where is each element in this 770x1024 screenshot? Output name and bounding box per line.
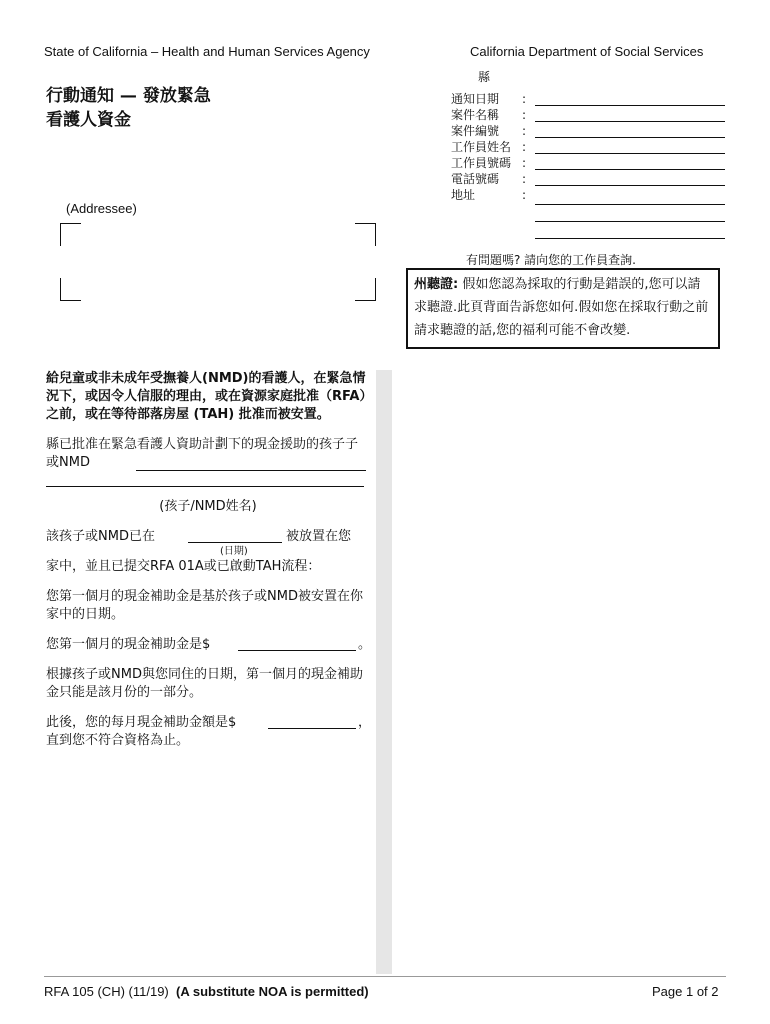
child-name-block	[46, 472, 370, 498]
rfa-paragraph: 家中，並且已提交RFA 01A或已啟動TAH流程：	[46, 559, 321, 574]
state-hearing-label: 州聽證:	[414, 277, 459, 292]
monthly-amount-line[interactable]	[268, 728, 356, 729]
department-header: California Department of Social Services	[470, 44, 704, 59]
monthly-amount-row: 此後，您的每月現金補助金額是$ ，	[46, 715, 372, 730]
substitute-note: (A substitute NOA is permitted)	[176, 984, 369, 999]
address-line-3[interactable]	[535, 238, 725, 239]
field-case-name: 案件名稱 :	[451, 107, 731, 123]
state-hearing-text: 假如您認為採取的行動是錯誤的,您可以請求聽證.此頁背面告訴您如何.假如您在採取行動之前請求聽證的話,您的福利可能不會改變.	[414, 277, 709, 338]
form-number: RFA 105 (CH) (11/19) (A substitute NOA is permitted)	[44, 984, 369, 999]
first-month-basis: 您第一個月的現金補助金是基於孩子或NMD被安置在你家中的日期。	[46, 589, 363, 622]
placement-date-line[interactable]	[188, 542, 282, 543]
question-text: 有問題嗎? 請向您的工作員查詢.	[466, 253, 636, 267]
county-label: 縣	[478, 70, 491, 84]
grey-divider-bar	[376, 370, 392, 974]
field-case-number: 案件編號 :	[451, 123, 731, 139]
eligibility-heading: 給兒童或非未成年受撫養人(NMD)的看護人，在緊急情況下，或因令人信服的理由，或在資源家庭批准（RFA）之前，或在等待部落房屋 (TAH) 批准而被安置。	[46, 371, 366, 422]
addressee-corner-tr	[355, 223, 376, 246]
addressee-label: (Addressee)	[66, 201, 137, 216]
first-month-amount-row: 您第一個月的現金補助金是$ 。	[46, 637, 372, 652]
approval-paragraph: 縣已批准在緊急看護人資助計劃下的現金援助的孩子子或NMD	[46, 436, 370, 472]
state-hearing-box	[406, 268, 720, 349]
field-phone: 電話號碼 :	[451, 171, 731, 187]
address-line-2[interactable]	[535, 221, 725, 222]
case-number-line[interactable]	[535, 137, 725, 138]
notice-title-line2: 看護人資金	[46, 110, 131, 130]
addressee-corner-bl	[60, 278, 81, 301]
child-name-caption: (孩子/NMD姓名)	[159, 499, 257, 514]
addressee-corner-br	[355, 278, 376, 301]
page-number: Page 1 of 2	[652, 984, 719, 999]
child-name-line-2[interactable]	[46, 486, 364, 487]
phone-line[interactable]	[535, 185, 725, 186]
case-name-line[interactable]	[535, 121, 725, 122]
notice-date-line[interactable]	[535, 105, 725, 106]
address-line-1[interactable]	[535, 204, 725, 205]
field-worker-name: 工作員姓名 :	[451, 139, 731, 155]
notice-title-line1: 行動通知 — 發放緊急	[46, 86, 211, 106]
worker-number-line[interactable]	[535, 169, 725, 170]
date-caption: (日期)	[220, 546, 248, 557]
addressee-corner-tl	[60, 223, 81, 246]
worker-name-line[interactable]	[535, 153, 725, 154]
partial-month-paragraph: 根據孩子或NMD與您同住的日期，第一個月的現金補助金只能是該月份的一部分。	[46, 667, 363, 700]
field-address: 地址 :	[451, 187, 731, 241]
eligibility-end-text: 直到您不符合資格為止。	[46, 733, 190, 748]
agency-header: State of California – Health and Human Services Agency	[44, 44, 370, 59]
field-notice-date: 通知日期 :	[451, 91, 731, 107]
body-content	[46, 370, 370, 750]
placement-date-row: 該孩子或NMD已在 被放置在您	[46, 529, 352, 544]
field-worker-number: 工作員號碼 :	[451, 155, 731, 171]
child-name-line-1[interactable]	[136, 470, 366, 471]
first-month-amount-line[interactable]	[238, 650, 356, 651]
notice-title	[46, 84, 211, 132]
footer-rule	[44, 976, 726, 977]
case-info-fields	[451, 91, 731, 241]
